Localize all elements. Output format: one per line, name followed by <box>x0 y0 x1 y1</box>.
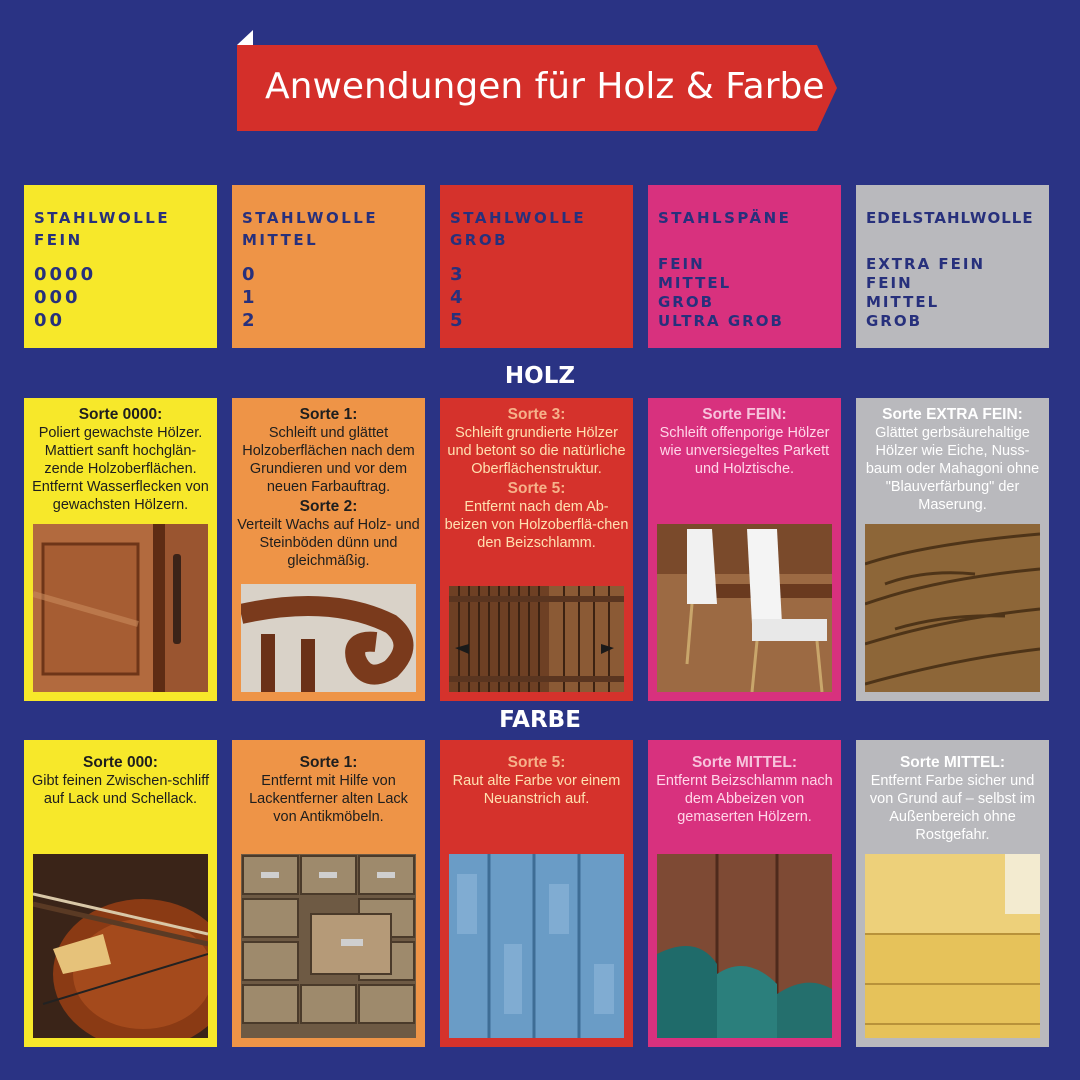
oak-floor-photo <box>865 524 1040 692</box>
column-header-edelstahlwolle <box>856 185 1049 348</box>
farbe-cell-stahlwolle-fein <box>24 740 217 1047</box>
column-header-stahlwolle-fein <box>24 185 217 348</box>
column-header-stahlwolle-grob <box>440 185 633 348</box>
farbe-cell-stahlwolle-mittel <box>232 740 425 1047</box>
grade-description: Schleift grundierte Hölzer und betont so die natürliche Oberflächenstruktur. <box>447 425 626 477</box>
grade-heading: Sorte 1: <box>299 754 358 771</box>
grade-heading: Sorte 5: <box>507 754 566 771</box>
column-grades: FEIN MITTEL GROB ULTRA GROB <box>658 255 784 330</box>
grade-description: Schleift und glättet Holzoberflächen nach dem Grundieren und vor dem neuen Farbauftrag. <box>242 425 415 495</box>
grade-description: Entfernt mit Hilfe von Lackentferner alten Lack von Antikmöbeln. <box>249 773 408 825</box>
holz-cell-stahlwolle-fein <box>24 398 217 701</box>
page-title: Anwendungen für Holz & Farbe <box>265 66 825 107</box>
column-grades: EXTRA FEIN FEIN MITTEL GROB <box>866 255 986 330</box>
grade-heading: Sorte 1: <box>299 406 358 423</box>
column-grades: 0 1 2 <box>242 264 258 331</box>
antique-drawers-photo <box>241 854 416 1038</box>
grade-heading: Sorte 2: <box>299 498 358 515</box>
section-label-farbe: FARBE <box>499 707 581 733</box>
dining-table-chairs-photo <box>657 524 832 692</box>
column-title: STAHLWOLLE FEIN <box>34 209 171 249</box>
wooden-shutter-photo <box>449 586 624 692</box>
column-title: STAHLSPÄNE <box>658 209 792 227</box>
blue-painted-planks-photo <box>449 854 624 1038</box>
grade-heading: Sorte 5: <box>507 480 566 497</box>
banner-fold <box>237 30 253 45</box>
farbe-cell-stahlwolle-grob <box>440 740 633 1047</box>
grade-heading: Sorte 0000: <box>78 406 163 423</box>
column-title: EDELSTAHLWOLLE <box>866 209 1034 227</box>
holz-cell-stahlwolle-grob <box>440 398 633 701</box>
grade-heading: Sorte 3: <box>507 406 566 423</box>
violin-photo <box>33 854 208 1038</box>
weathered-painted-wood-photo <box>657 854 832 1038</box>
grade-description: Entfernt Farbe sicher und von Grund auf – selbst im Außenbereich ohne Rostgefahr. <box>869 773 1036 843</box>
farbe-cell-edelstahlwolle <box>856 740 1049 1047</box>
light-wood-planks-photo <box>865 854 1040 1038</box>
section-label-holz: HOLZ <box>504 363 576 389</box>
grade-heading: Sorte 000: <box>83 754 158 771</box>
grade-description: Raut alte Farbe vor einem Neuanstrich auf. <box>452 773 621 807</box>
column-title: STAHLWOLLE MITTEL <box>242 209 379 249</box>
grade-description: Entfernt nach dem Ab-beizen von Holzoberflä-chen den Beizschlamm. <box>444 499 629 551</box>
column-title: STAHLWOLLE GROB <box>450 209 587 249</box>
wooden-cabinet-photo <box>33 524 208 692</box>
carved-chair-arm-photo <box>241 584 416 692</box>
column-grades: 3 4 5 <box>450 264 466 331</box>
farbe-cell-stahlspaene <box>648 740 841 1047</box>
column-header-stahlwolle-mittel <box>232 185 425 348</box>
grade-heading: Sorte MITTEL: <box>691 754 798 771</box>
column-header-stahlspaene <box>648 185 841 348</box>
grade-description: Gibt feinen Zwischen-schliff auf Lack und Schellack. <box>31 773 210 807</box>
holz-cell-stahlwolle-mittel <box>232 398 425 701</box>
grade-description: Schleift offenporige Hölzer wie unversiegeltes Parkett und Holztische. <box>659 425 830 477</box>
grade-description: Verteilt Wachs auf Holz- und Steinböden dünn und gleichmäßig. <box>237 517 420 569</box>
grade-description: Glättet gerbsäurehaltige Hölzer wie Eiche, Nuss-baum oder Mahagoni ohne "Blauverfärbung" der Maserung. <box>865 425 1040 513</box>
grade-heading: Sorte MITTEL: <box>899 754 1006 771</box>
grade-heading: Sorte EXTRA FEIN: <box>882 406 1023 423</box>
grade-description: Poliert gewachste Hölzer. Mattiert sanft hochglän-zende Holzoberflächen. Entfernt Wasserflecken von gewachsten Hölzern. <box>32 425 209 513</box>
grade-heading: Sorte FEIN: <box>702 406 787 423</box>
column-grades: 0000 000 00 <box>34 264 97 331</box>
holz-cell-edelstahlwolle <box>856 398 1049 701</box>
grade-description: Entfernt Beizschlamm nach dem Abbeizen von gemaserten Hölzern. <box>656 773 833 825</box>
holz-cell-stahlspaene <box>648 398 841 701</box>
